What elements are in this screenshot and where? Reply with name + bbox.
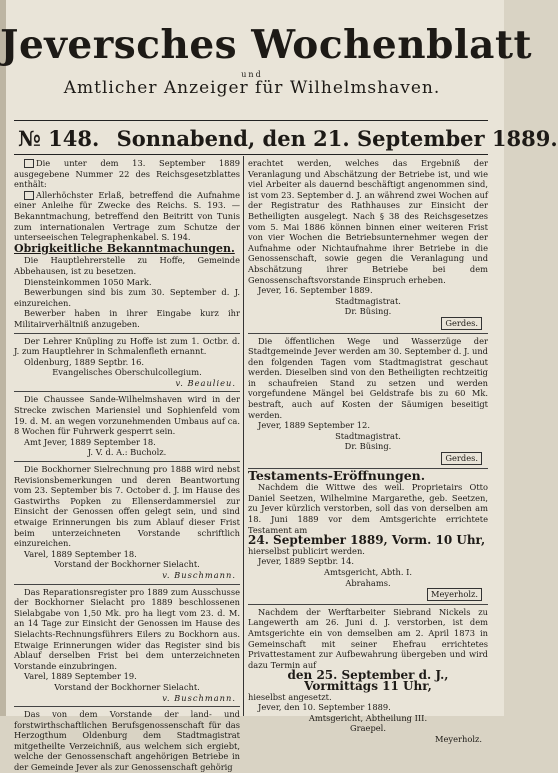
reichsgesetzblatt-contents: Allerhöchster Erlaß, betreffend die Aufnahme einer Anleihe für Zwecke des Reichs. S. 193. — Bekanntmachung, betreffend den Beitritt von Tunis zum internationalen Vertrage zum Schutze der unterseeischen Telegraphenkabel. S. 194. (14, 189, 240, 243)
testament-1-org: Amtsgericht, Abth. I. (323, 566, 413, 577)
notice-separator (248, 333, 488, 334)
testament-1-text-b: hierselbst publicirt werden. (248, 545, 365, 556)
landwirtschaft-continued: erachtet werden, welches das Ergebniß der Veranlagung und Abschätzung der Betriebe ist, und wie viel Arbeiter als dauernd beschäftigt angenommen sind, ist vom 23. September d. J. an während zwei Wochen auf der Registratur des Rathhauses zur Einsicht der Betheiligten ausgelegt. Nach § 38 des Reichsgesetzes vom 5. Mai 1886 können binnen einer weiteren Frist von vier Wochen die Betriebsunternehmer wegen der Aufnahme oder Nichtaufnahme ihrer Betriebe in die Genossenschaft, sowie gegen die Veranlagung und Abschätzung ihrer Betriebe bei dem Genossenschaftsvorstande Einspruch erheben. (248, 158, 488, 285)
testament-2-clerk: Meyerholz. (435, 733, 482, 744)
notice-separator (14, 391, 240, 392)
issue-date: Sonnabend, den 21. September 1889. (116, 126, 558, 151)
notice-separator (14, 333, 240, 334)
obrig-text-4: Bewerber haben in ihrer Eingabe kurz ihr Militairverhältniß anzugeben. (14, 308, 240, 329)
hand-pointer-icon (24, 191, 34, 200)
cont-signature: Dr. Büsing. (344, 306, 392, 317)
bockhorn-org: Vorstand der Bockhorner Sielacht. (54, 559, 200, 570)
wege-notice: Die öffentlichen Wege und Wasserzüge der Stadtgemeinde Jever werden am 30. September d. J. und den folgenden Tagen vom Stadtmagistrat geschaut werden. Dieselben sind von den Betheiligten rechtzeitig in schaufreien Stand zu setzen und werden vorgefundene Mängel bei Geldstrafe bis zu 60 Mk. bestraft, auch auf Kosten der Säumigen beseitigt werden. (248, 335, 488, 420)
testament-heading: Testaments-Eröffnungen. (248, 467, 426, 483)
cont-org: Stadtmagistrat. (335, 295, 401, 306)
cont-place: Jever, 16. September 1889. (258, 285, 373, 296)
testament-2-date: den 25. September d. J., (287, 668, 449, 683)
hand-pointer-icon (24, 159, 34, 168)
header-rule-bottom (14, 154, 488, 155)
obrigkeitliche-heading: Obrigkeitliche Bekanntmachungen. (14, 241, 235, 255)
masthead-und: und (241, 70, 263, 79)
reichsgesetzblatt-intro: Die unter dem 13. September 1889 ausgegebene Nummer 22 des Reichsgesetzblattes enthält: (14, 158, 240, 190)
right-column (248, 158, 488, 744)
testament-2-text-b: hieselbst angesetzt. (248, 691, 332, 702)
header-rule-top (14, 120, 488, 121)
column-divider (243, 156, 244, 716)
reparation-signature: v. Buschmann. (162, 692, 236, 703)
chaussee-signature: J. V. d. A.: Bucholz. (87, 447, 167, 458)
lehrer-signature: v. Beaulieu. (175, 377, 236, 388)
lehrer-org: Evangelisches Oberschulcollegium. (52, 367, 202, 378)
notice-separator (14, 706, 240, 707)
notice-separator (14, 461, 240, 462)
landwirtschaft-notice: Das von dem Vorstande der land- und forstwirthschaftlichen Berufsgenossenschaft für das Herzogthum Oldenburg dem Stadtmagistrat mitgetheilte Verzeichniß, aus welchem sich ergiebt, welche der Genossenschaft angehörigen Betriebe in der Gemeinde Jever als zur Genossenschaft gehörig (14, 709, 240, 773)
testament-2-place: Jever, den 10. September 1889. (258, 702, 391, 713)
masthead-title: Jeversches Wochenblatt (0, 22, 532, 68)
chaussee-place: Amt Jever, 1889 September 18. (24, 436, 156, 447)
testament-2-signature: Graepel. (350, 723, 386, 734)
notice-separator (248, 604, 488, 605)
issue-line (18, 126, 558, 151)
left-column (14, 158, 240, 773)
page-edge (0, 0, 6, 716)
masthead-subtitle: Amtlicher Anzeiger für Wilhelmshaven. (63, 78, 441, 98)
lehrer-place: Oldenburg, 1889 Septbr. 16. (24, 356, 145, 367)
testament-1-signature: Abrahams. (345, 577, 391, 588)
issue-number: № 148. (18, 126, 100, 151)
notice-separator (14, 584, 240, 585)
obrig-text-1: Die Hauptlehrerstelle zu Hoffe, Gemeinde Abbehausen, ist zu besetzen. (14, 255, 240, 276)
testament-1-clerk: Meyerholz. (248, 588, 488, 601)
bockhorn-place: Varel, 1889 September 18. (24, 548, 137, 559)
wege-clerk: Gerdes. (248, 452, 488, 465)
bockhorn-notice: Die Bockhorner Sielrechnung pro 1888 wird nebst Revisionsbemerkungen und deren Beantwortung vom 23. September bis 7. October d. J. im Hause des Gastwirths Popken zu Ellenserdammersiel zur Einsicht der Genossen offen gelegt sein, und sind etwaige Erinnerungen bis zum Ablauf dieser Frist beim unterzeichneten Vorstande schriftlich einzureichen. (14, 464, 240, 549)
testament-2-org: Amtsgericht, Abtheilung III. (308, 712, 428, 723)
obrig-text-2: Diensteinkommen 1050 Mark. (24, 276, 152, 287)
testament-2-time: Vormittags 11 Uhr, (304, 678, 432, 693)
reparation-place: Varel, 1889 September 19. (24, 671, 137, 682)
cont-clerk: Gerdes. (248, 317, 488, 330)
testament-2-text: Nachdem der Werftarbeiter Siebrand Nickels zu Langewerth am 26. Juni d. J. verstorben, ist dem Amtsgerichte ein von demselben am 2. April 1873 in Gemeinschaft mit seiner Ehefrau errichtetes Privattestament zur Aufbewahrung übergeben und wird dazu Termin auf (248, 606, 488, 670)
reparation-org: Vorstand der Bockhorner Sielacht. (54, 681, 200, 692)
testament-1-text: Nachdem die Wittwe des weil. Proprietairs Otto Daniel Seetzen, Wilhelmine Margarethe, geb. Seetzen, zu Jever kürzlich verstorben, soll das von derselben am 18. Juni 1889 vor dem Amtsgerichte errichtete Testament am (248, 482, 488, 535)
chaussee-notice: Die Chaussee Sande-Wilhelmshaven wird in der Strecke zwischen Mariensiel und Sophienfeld vom 19. d. M. an wegen vorzunehmenden Umbaus auf ca. 8 Wochen für Fuhrwerk gesperrt sein. (14, 394, 240, 437)
wege-org: Stadtmagistrat. (335, 430, 401, 441)
wege-place: Jever, 1889 September 12. (258, 420, 370, 431)
testament-1-place: Jever, 1889 Septbr. 14. (258, 556, 354, 567)
wege-signature: Dr. Büsing. (344, 441, 392, 452)
testament-1-date: 24. September 1889, Vorm. 10 Uhr, (248, 533, 486, 548)
reparation-notice: Das Reparationsregister pro 1889 zum Ausschusse der Bockhorner Sielacht pro 1889 beschlossenen Sielabgabe von 1,50 Mk. pro ha liegt vom 23. d. M. an 14 Tage zur Einsicht der Genossen im Hause des Sielachts-Rechnungsführers Eilers zu Bockhorn aus. Etwaige Erinnerungen wider das Register sind bis Ablauf derselben Frist bei dem unterzeichneten Vorstande einzubringen. (14, 586, 240, 671)
obrig-text-3: Bewerbungen sind bis zum 30. September d. J. einzureichen. (14, 287, 240, 308)
lehrer-notice: Der Lehrer Knüpling zu Hoffe ist zum 1. Octbr. d. J. zum Hauptlehrer in Schmalenfleth ernannt. (14, 335, 240, 357)
bockhorn-signature: v. Buschmann. (162, 569, 236, 580)
